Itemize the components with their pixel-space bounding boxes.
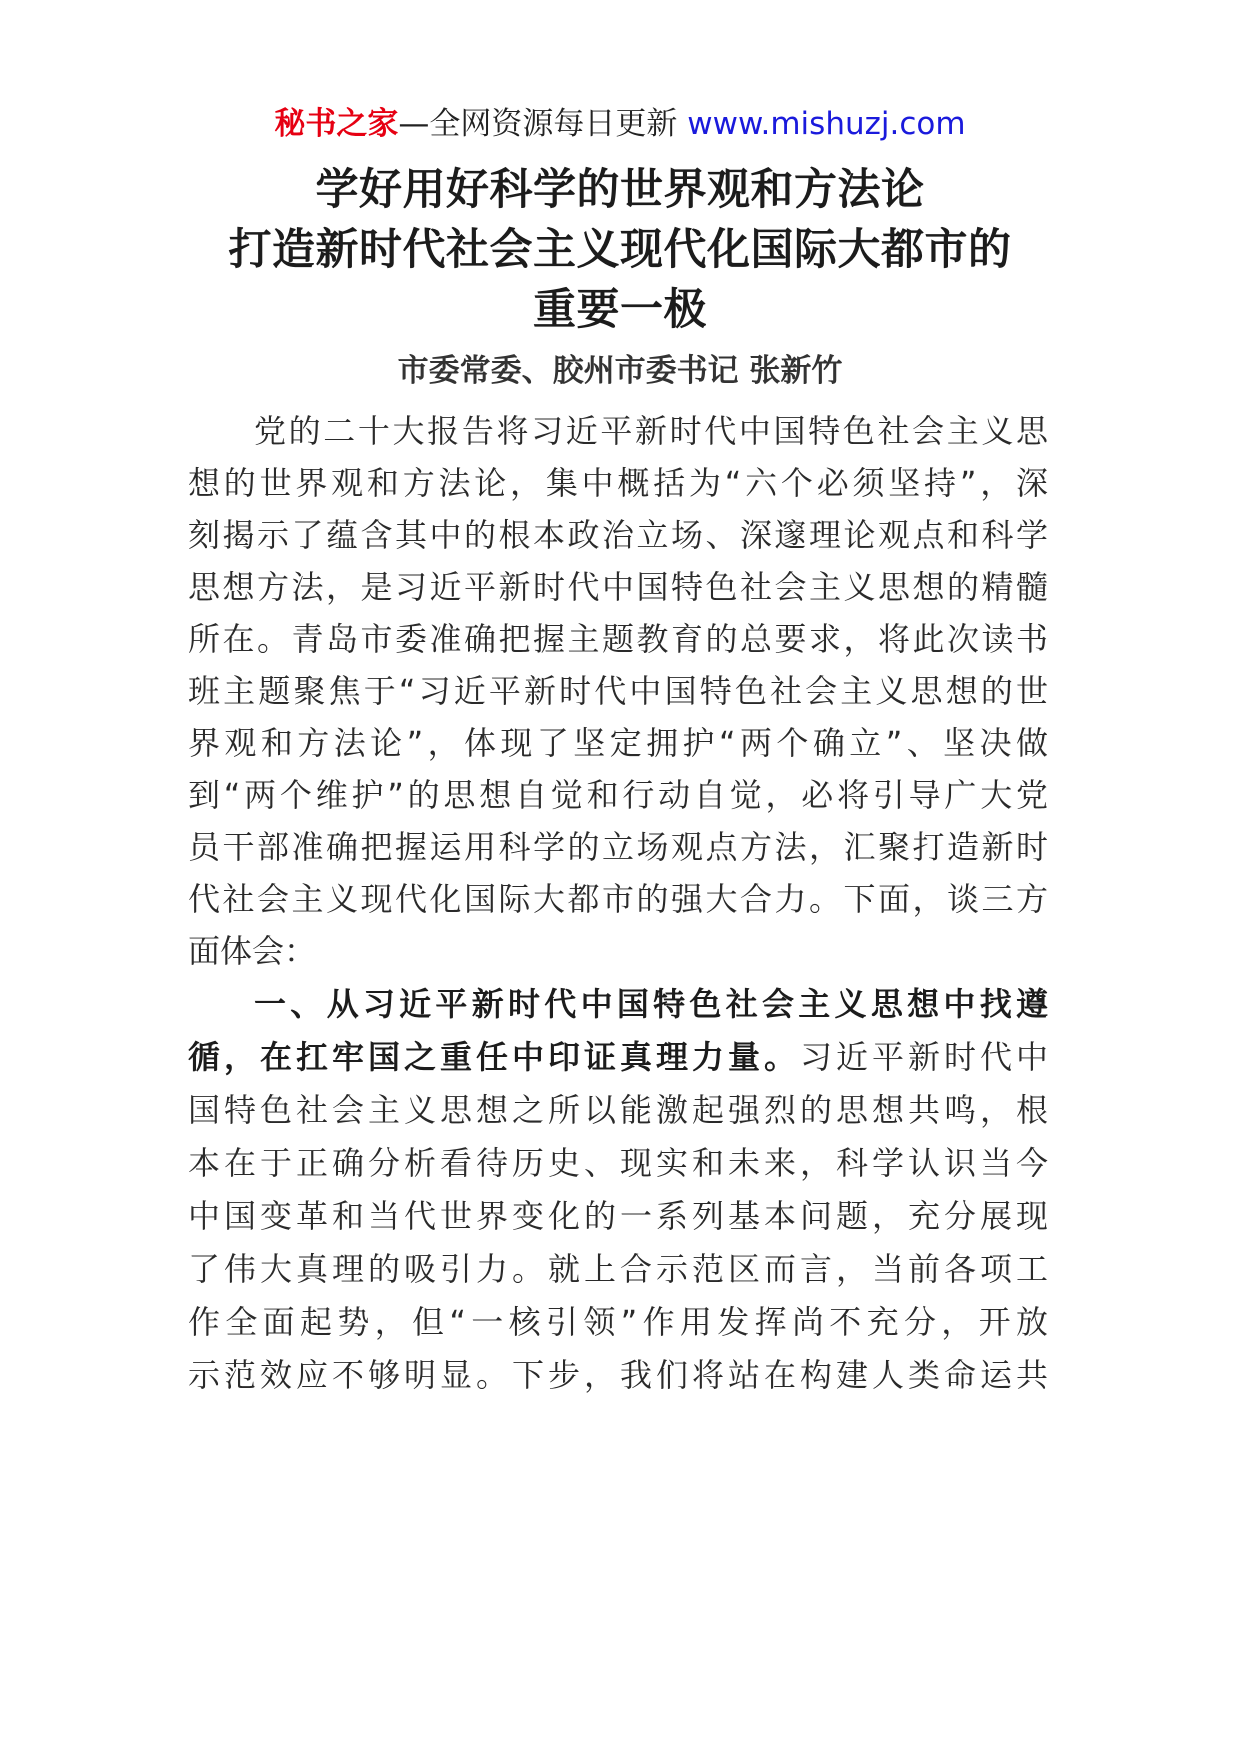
title-line-1: 学好用好科学的世界观和方法论 [315,165,925,215]
brand-name: 秘书之家 [274,106,399,142]
title-line-3: 重要一极 [533,285,707,335]
paragraph-2-line: 了伟大真理的吸引力。就上合示范区而言，当前各项工 [188,1250,1048,1288]
paragraph-2-line: 国特色社会主义思想之所以能激起强烈的思想共鸣，根 [188,1091,1048,1129]
paragraph-1-line: 党的二十大报告将习近平新时代中国特色社会主义思 [254,412,1048,450]
paragraph-2-line: 本在于正确分析看待历史、现实和未来，科学认识当今 [188,1144,1048,1182]
section-heading-line-2 [188,1034,1048,1080]
paragraph-1-line: 班主题聚焦于“习近平新时代中国特色社会主义思想的世 [188,672,1048,710]
header-banner [0,104,1240,144]
author-byline: 市委常委、胶州市委书记 张新竹 [397,353,843,389]
paragraph-2-line: 中国变革和当代世界变化的一系列基本问题，充分展现 [188,1197,1048,1235]
paragraph-1-line: 面体会： [188,932,317,970]
title-line-2: 打造新时代社会主义现代化国际大都市的 [228,225,1012,275]
paragraph-1-line: 刻揭示了蕴含其中的根本政治立场、深邃理论观点和科学 [188,516,1048,554]
website-link[interactable]: www.mishuzj.com [687,106,966,142]
paragraph-1-line: 员干部准确把握运用科学的立场观点方法，汇聚打造新时 [188,828,1048,866]
section-heading-line: 一、从习近平新时代中国特色社会主义思想中找遵 [254,985,1048,1023]
paragraph-2-line: 作全面起势，但“一核引领”作用发挥尚不充分，开放 [188,1303,1048,1341]
paragraph-1-line: 界观和方法论”，体现了坚定拥护“两个确立”、坚决做 [188,724,1048,762]
paragraph-2-line: 示范效应不够明显。下步，我们将站在构建人类命运共 [188,1356,1048,1394]
paragraph-1-line: 想的世界观和方法论，集中概括为“六个必须坚持”，深 [188,464,1048,502]
section-heading-bold: 循，在扛牢国之重任中印证真理力量。 [188,1038,800,1076]
paragraph-1-line: 思想方法，是习近平新时代中国特色社会主义思想的精髓 [188,568,1048,606]
paragraph-1-line: 所在。青岛市委准确把握主题教育的总要求，将此次读书 [188,620,1048,658]
paragraph-1-line: 到“两个维护”的思想自觉和行动自觉，必将引导广大党 [188,776,1048,814]
paragraph-1-line: 代社会主义现代化国际大都市的强大合力。下面，谈三方 [188,880,1048,918]
banner-tagline: —全网资源每日更新 [398,106,688,142]
section-heading-rest: 习近平新时代中 [799,1038,1048,1076]
